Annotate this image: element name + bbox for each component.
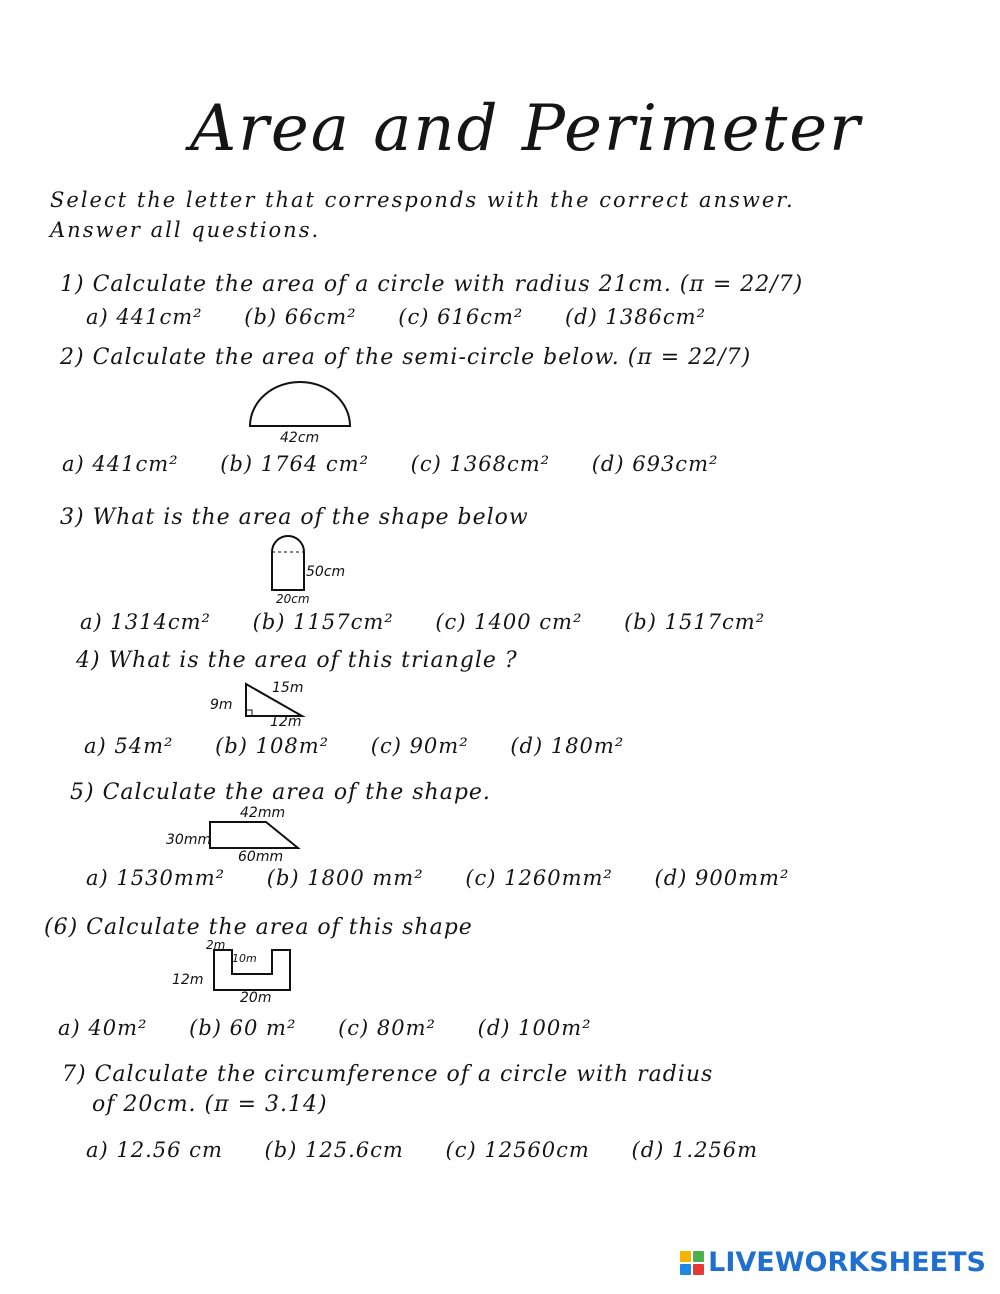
q1-option-a[interactable]: a) 441cm² xyxy=(86,305,203,329)
semicircle-figure xyxy=(246,380,356,430)
q1-option-b[interactable]: (b) 66cm² xyxy=(244,305,357,329)
u-shape-inner-height-label: 10m xyxy=(232,952,257,965)
q7-option-c[interactable]: (c) 12560cm xyxy=(445,1138,590,1162)
arch-width-label: 20cm xyxy=(276,592,310,606)
triangle-height-label: 9m xyxy=(210,697,233,713)
liveworksheets-logo-icon xyxy=(680,1251,704,1275)
question-5-text: 5) Calculate the area of the shape. xyxy=(70,780,491,805)
q4-option-d[interactable]: (d) 180m² xyxy=(510,734,625,758)
instructions-line-1: Select the letter that corresponds with the correct answer. xyxy=(50,188,795,212)
logo-square-3 xyxy=(680,1264,691,1275)
q4-option-b[interactable]: (b) 108m² xyxy=(215,734,330,758)
page-title: Area and Perimeter xyxy=(190,92,862,166)
question-6-options xyxy=(58,1016,626,1040)
q5-option-c[interactable]: (c) 1260mm² xyxy=(465,866,613,890)
q1-option-c[interactable]: (c) 616cm² xyxy=(398,305,524,329)
q3-option-a[interactable]: a) 1314cm² xyxy=(80,610,211,634)
question-1-text: 1) Calculate the area of a circle with radius 21cm. (π = 22/7) xyxy=(60,272,804,297)
q4-option-c[interactable]: (c) 90m² xyxy=(370,734,469,758)
q7-option-b[interactable]: (b) 125.6cm xyxy=(264,1138,404,1162)
q3-option-c[interactable]: (c) 1400 cm² xyxy=(435,610,583,634)
logo-square-4 xyxy=(693,1264,704,1275)
trapezoid-top-label: 42mm xyxy=(240,805,286,821)
q7-option-a[interactable]: a) 12.56 cm xyxy=(86,1138,223,1162)
q1-option-d[interactable]: (d) 1386cm² xyxy=(564,305,707,329)
question-5-options xyxy=(86,866,823,890)
q3-option-d[interactable]: (b) 1517cm² xyxy=(624,610,766,634)
u-shape-height-label: 12m xyxy=(172,972,204,988)
q2-option-b[interactable]: (b) 1764 cm² xyxy=(220,452,369,476)
question-3-options xyxy=(80,610,799,634)
question-4-text: 4) What is the area of this triangle ? xyxy=(76,648,518,673)
q2-option-a[interactable]: a) 441cm² xyxy=(62,452,179,476)
question-7-text: 7) Calculate the circumference of a circle with radius xyxy=(62,1062,714,1087)
trapezoid-height-label: 30mm xyxy=(166,832,212,848)
arch-height-label: 50cm xyxy=(306,564,346,580)
q2-option-c[interactable]: (c) 1368cm² xyxy=(410,452,551,476)
question-3-text: 3) What is the area of the shape below xyxy=(60,505,529,530)
logo-square-1 xyxy=(680,1251,691,1262)
question-7-options xyxy=(86,1138,792,1162)
question-7-text-line-2: of 20cm. (π = 3.14) xyxy=(92,1092,328,1117)
q5-option-b[interactable]: (b) 1800 mm² xyxy=(266,866,424,890)
semicircle-diameter-label: 42cm xyxy=(280,430,320,446)
liveworksheets-logo xyxy=(680,1247,986,1278)
question-6-text: (6) Calculate the area of this shape xyxy=(44,915,473,940)
q3-option-b[interactable]: (b) 1157cm² xyxy=(252,610,394,634)
question-2-text: 2) Calculate the area of the semi-circle below. (π = 22/7) xyxy=(60,345,752,370)
q6-option-c[interactable]: (c) 80m² xyxy=(338,1016,436,1040)
trapezoid-figure xyxy=(206,818,302,852)
q4-option-a[interactable]: a) 54m² xyxy=(84,734,174,758)
u-shape-side-width-label: 2m xyxy=(206,938,226,952)
triangle-base-label: 12m xyxy=(270,714,302,730)
q6-option-a[interactable]: a) 40m² xyxy=(58,1016,148,1040)
instructions-line-2: Answer all questions. xyxy=(50,218,321,242)
arch-shape-figure xyxy=(268,534,308,592)
question-2-options xyxy=(62,452,752,476)
q7-option-d[interactable]: (d) 1.256m xyxy=(631,1138,759,1162)
brand-name: LIVEWORKSHEETS xyxy=(708,1247,986,1278)
question-4-options xyxy=(84,734,658,758)
q5-option-a[interactable]: a) 1530mm² xyxy=(86,866,226,890)
q5-option-d[interactable]: (d) 900mm² xyxy=(654,866,790,890)
q2-option-d[interactable]: (d) 693cm² xyxy=(591,452,719,476)
logo-square-2 xyxy=(693,1251,704,1262)
question-1-options xyxy=(86,305,740,329)
q6-option-b[interactable]: (b) 60 m² xyxy=(189,1016,297,1040)
triangle-hypotenuse-label: 15m xyxy=(272,680,304,696)
trapezoid-base-label: 60mm xyxy=(238,849,284,865)
u-shape-base-label: 20m xyxy=(240,990,272,1006)
q6-option-d[interactable]: (d) 100m² xyxy=(477,1016,592,1040)
